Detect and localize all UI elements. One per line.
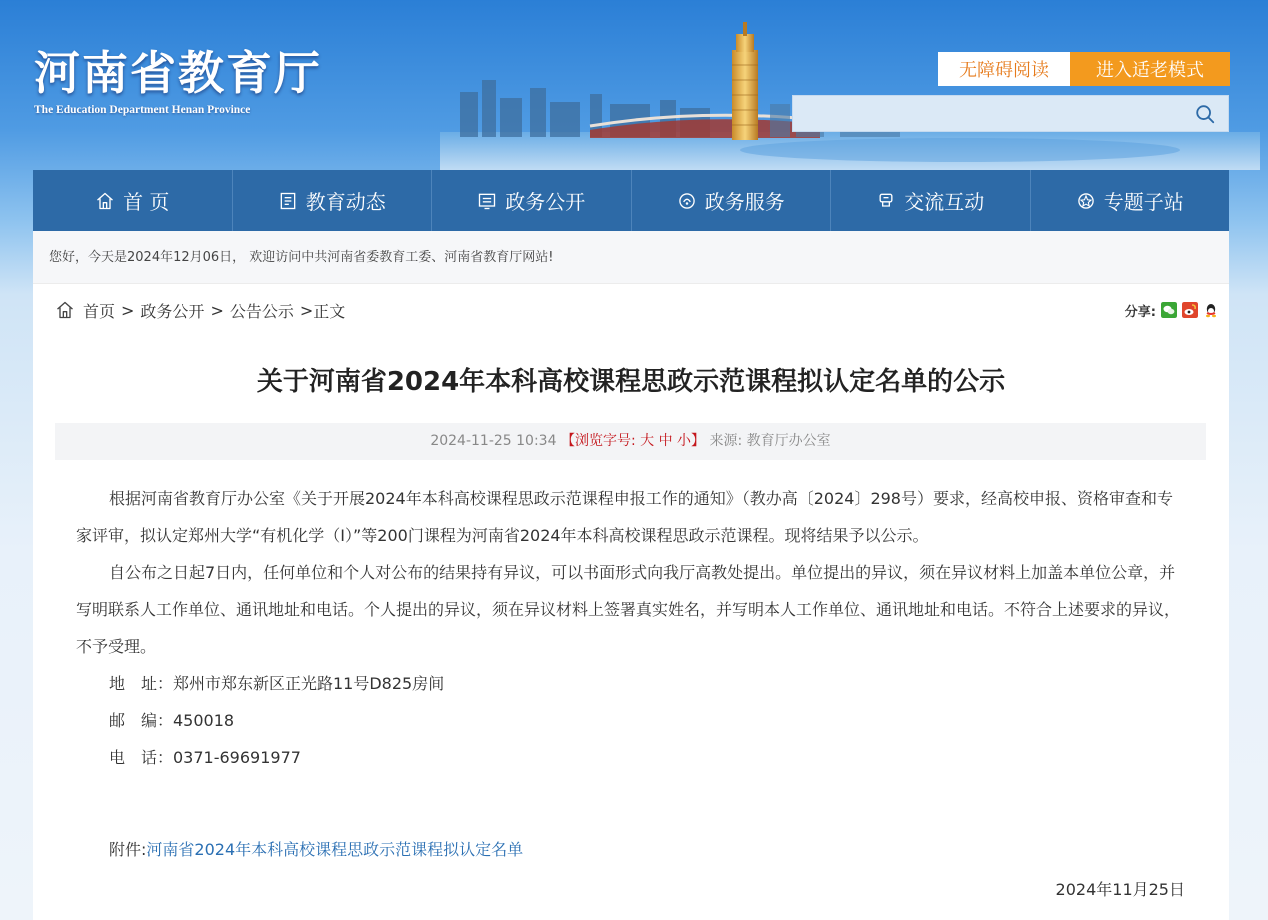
article-date: 2024年11月25日 <box>1055 880 1185 899</box>
site-header <box>0 0 1268 170</box>
article-meta <box>55 423 1206 460</box>
breadcrumb-separator: > <box>210 300 224 320</box>
font-size-switcher[interactable]: 【浏览字号: 大 中 小】 <box>560 433 706 449</box>
elder-mode-button[interactable]: 进入适老模式 <box>1070 52 1230 86</box>
nav-item-label: 交流互动 <box>904 190 985 214</box>
wechat-icon[interactable] <box>1161 302 1177 318</box>
article-paragraph: 根据河南省教育厅办公室《关于开展2024年本科高校课程思政示范课程申报工作的通知》（教办高〔2024〕298号）要求，经高校申报、资格审查和专家评审，拟认定郑州大学“有机化学（I）”等200门课程为河南省2024年本科高校课程思政示范课程。现将结果予以公示。 <box>76 489 1173 545</box>
weibo-icon[interactable] <box>1182 302 1198 318</box>
accessibility-bar <box>938 52 1230 86</box>
nav-item-label: 首 页 <box>123 190 170 214</box>
attachment-link[interactable]: 河南省2024年本科高校课程思政示范课程拟认定名单 <box>146 840 524 859</box>
nav-item-home[interactable] <box>33 170 233 231</box>
contact-phone: 电 话：0371-69691977 <box>109 748 301 767</box>
topic-icon <box>1076 191 1096 211</box>
article-body <box>76 480 1188 776</box>
article-paragraph: 自公布之日起7日内，任何单位和个人对公布的结果持有异议，可以书面形式向我厅高教处提出。单位提出的异议，须在异议材料上加盖本单位公章，并写明联系人工作单位、通讯地址和电话。个人提出的异议，须在异议材料上签署真实姓名，并写明本人工作单位、通讯地址和电话。不符合上述要求的异议，不予受理。 <box>76 563 1181 656</box>
home-icon <box>95 191 115 211</box>
breadcrumb-government-affairs[interactable]: 政务公开 <box>140 301 205 321</box>
search-icon[interactable] <box>1194 103 1216 125</box>
search-box <box>792 95 1229 132</box>
contact-postcode: 邮 编：450018 <box>109 711 235 730</box>
news-icon <box>278 191 298 211</box>
chat-icon <box>876 191 896 211</box>
share-bar <box>1125 284 1219 336</box>
attachment-label: 附件: <box>109 840 147 859</box>
nav-item-label: 专题子站 <box>1103 190 1184 214</box>
nav-item-label: 政务公开 <box>505 190 586 214</box>
main-nav <box>33 170 1229 231</box>
breadcrumb-separator: > <box>121 300 135 320</box>
breadcrumb-current: 正文 <box>313 301 346 321</box>
breadcrumb-separator: > <box>299 300 314 320</box>
nav-item-government-affairs[interactable] <box>432 170 632 231</box>
breadcrumb-home[interactable]: 首页 <box>83 301 116 321</box>
welcome-message: 您好，今天是2024年12月06日， 欢迎访问中共河南省委教育工委、河南省教育厅网站! <box>33 231 1229 284</box>
site-logo[interactable] <box>34 46 322 116</box>
content-card <box>33 231 1229 920</box>
nav-item-label: 教育动态 <box>305 190 386 214</box>
article-source: 来源: 教育厅办公室 <box>709 433 831 449</box>
site-name-english: The Education Department Henan Province <box>34 104 251 116</box>
service-icon <box>677 191 697 211</box>
site-name: 河南省教育厅 <box>34 46 322 100</box>
breadcrumb <box>33 284 1229 336</box>
search-input[interactable] <box>793 96 1183 131</box>
nav-item-interaction[interactable] <box>831 170 1031 231</box>
breadcrumb-announcements[interactable]: 公告公示 <box>229 301 294 321</box>
qq-icon[interactable] <box>1203 302 1219 318</box>
nav-item-topics[interactable] <box>1031 170 1230 231</box>
nav-item-label: 政务服务 <box>704 190 785 214</box>
home-icon[interactable] <box>55 300 75 320</box>
document-icon <box>477 191 497 211</box>
attachment <box>109 837 523 860</box>
contact-address: 地 址：郑州市郑东新区正光路11号D825房间 <box>109 674 445 693</box>
article-title: 关于河南省2024年本科高校课程思政示范课程拟认定名单的公示 <box>256 367 1006 397</box>
share-label: 分享: <box>1124 304 1156 320</box>
accessible-reading-button[interactable]: 无障碍阅读 <box>938 52 1070 86</box>
publish-datetime: 2024-11-25 10:34 <box>430 433 557 449</box>
nav-item-news[interactable] <box>233 170 433 231</box>
nav-item-services[interactable] <box>632 170 832 231</box>
